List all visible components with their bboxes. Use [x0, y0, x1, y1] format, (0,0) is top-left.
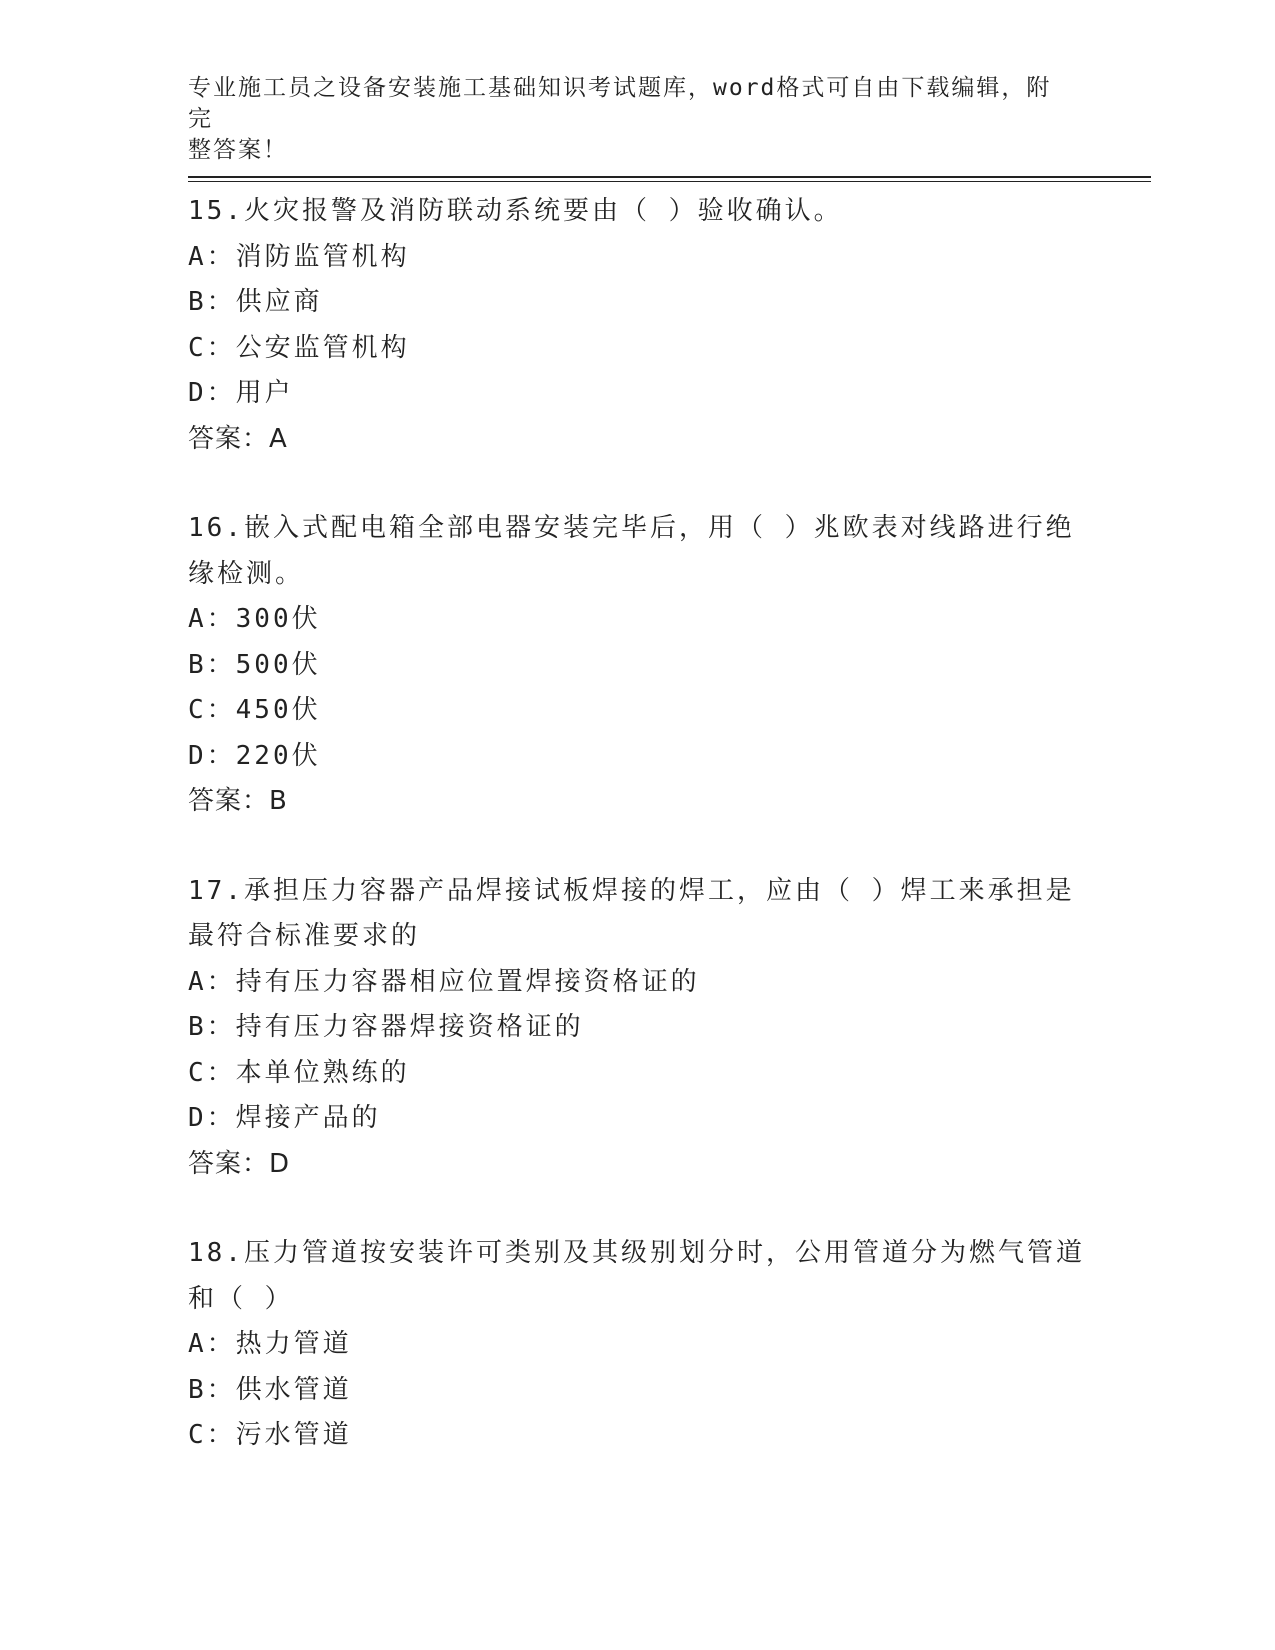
option-c: C：公安监管机构 — [188, 332, 410, 363]
question-stem-line: 最符合标准要求的 — [188, 921, 421, 951]
header-divider-thin — [188, 181, 1151, 182]
answer-line: 答案：D — [188, 1148, 291, 1179]
option-a: A：300伏 — [188, 604, 321, 634]
option-d: D：用户 — [188, 378, 294, 408]
question-stem-line: 18.压力管道按安装许可类别及其级别划分时，公用管道分为燃气管道 — [188, 1238, 1085, 1268]
question-16 — [188, 506, 1088, 825]
option-a: A：持有压力容器相应位置焊接资格证的 — [188, 966, 700, 997]
option-b: B：持有压力容器焊接资格证的 — [188, 1012, 584, 1042]
option-d: D：焊接产品的 — [188, 1103, 381, 1133]
question-stem-line: 16.嵌入式配电箱全部电器安装完毕后，用（ ）兆欧表对线路进行绝 — [188, 513, 1075, 543]
question-stem-line: 15.火灾报警及消防联动系统要由（ ）验收确认。 — [188, 196, 843, 226]
question-list — [188, 189, 1088, 1503]
document-header — [188, 73, 1068, 166]
question-17 — [188, 869, 1088, 1188]
header-line-1: 专业施工员之设备安装施工基础知识考试题库，word格式可自由下载编辑，附完 — [188, 75, 1052, 132]
option-b: B：供水管道 — [188, 1374, 352, 1405]
option-c: C：污水管道 — [188, 1420, 352, 1450]
header-line-2: 整答案！ — [188, 137, 288, 163]
option-b: B：500伏 — [188, 649, 321, 680]
answer-line: 答案：A — [188, 423, 288, 454]
header-divider-thick — [188, 176, 1151, 178]
option-b: B：供应商 — [188, 287, 323, 317]
option-c: C：本单位熟练的 — [188, 1057, 410, 1088]
question-stem-line: 和（ ） — [188, 1283, 294, 1314]
option-d: D：220伏 — [188, 740, 321, 771]
option-a: A：消防监管机构 — [188, 241, 410, 272]
option-c: C：450伏 — [188, 695, 321, 725]
question-15 — [188, 189, 1088, 462]
question-18 — [188, 1231, 1088, 1459]
option-a: A：热力管道 — [188, 1329, 352, 1359]
question-stem-line: 缘检测。 — [188, 558, 305, 589]
answer-line: 答案：B — [188, 786, 288, 816]
question-stem-line: 17.承担压力容器产品焊接试板焊接的焊工，应由（ ）焊工来承担是 — [188, 875, 1075, 906]
